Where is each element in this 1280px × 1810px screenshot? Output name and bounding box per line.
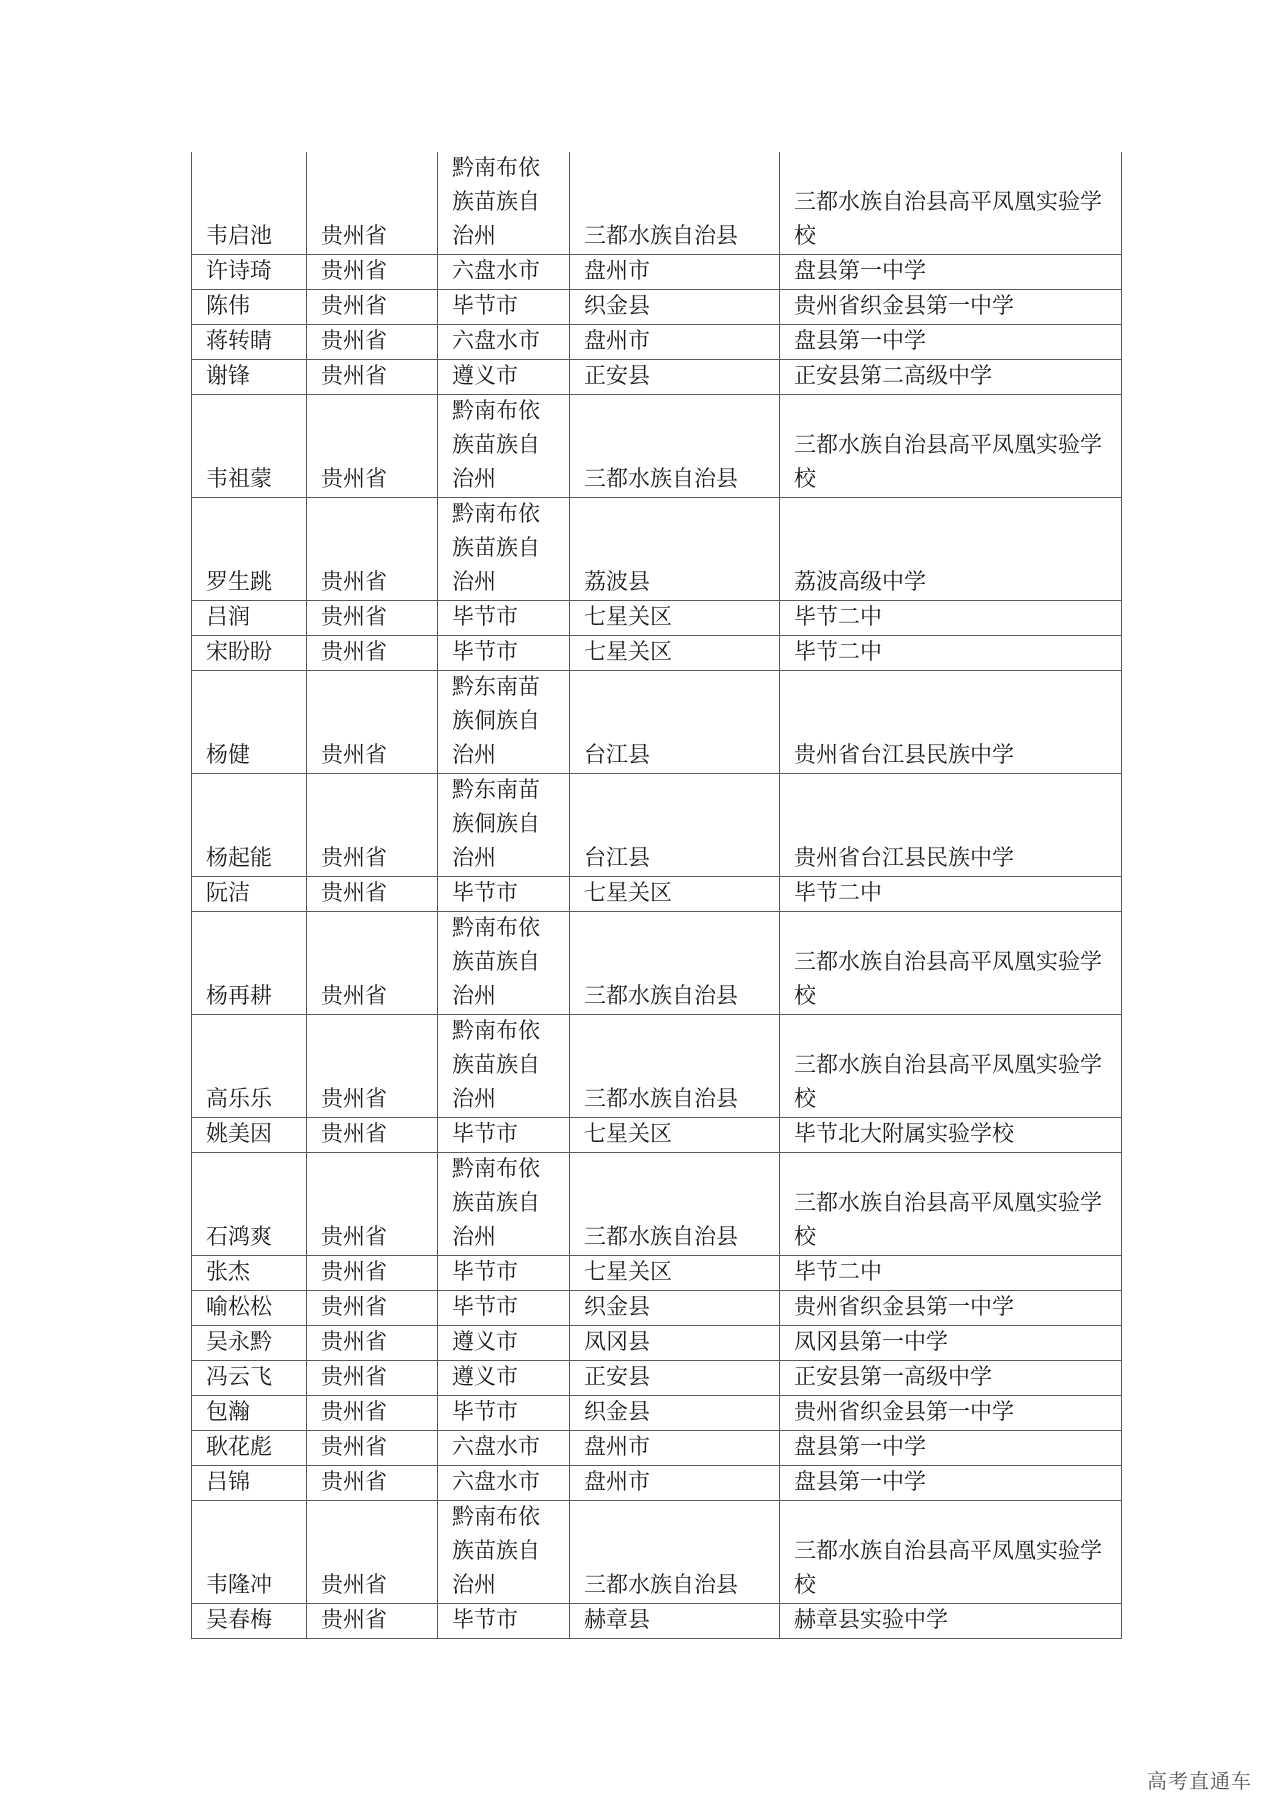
city-cell: 毕节市 xyxy=(438,877,570,912)
table-row xyxy=(192,325,1122,360)
province-cell: 贵州省 xyxy=(307,1326,438,1361)
province-cell: 贵州省 xyxy=(307,1431,438,1466)
county-cell: 七星关区 xyxy=(570,601,780,636)
student-name-cell: 耿花彪 xyxy=(192,1431,307,1466)
table-row xyxy=(192,1015,1122,1118)
table-row xyxy=(192,1291,1122,1326)
school-cell: 三都水族自治县高平凤凰实验学校 xyxy=(780,152,1122,255)
city-cell: 遵义市 xyxy=(438,1361,570,1396)
table-row xyxy=(192,912,1122,1015)
province-cell: 贵州省 xyxy=(307,1015,438,1118)
table-row xyxy=(192,152,1122,255)
county-cell: 盘州市 xyxy=(570,1466,780,1501)
school-cell: 三都水族自治县高平凤凰实验学校 xyxy=(780,1015,1122,1118)
school-cell: 三都水族自治县高平凤凰实验学校 xyxy=(780,1501,1122,1604)
county-cell: 七星关区 xyxy=(570,1118,780,1153)
county-cell: 七星关区 xyxy=(570,636,780,671)
student-name-cell: 吴永黔 xyxy=(192,1326,307,1361)
student-name-cell: 石鸿爽 xyxy=(192,1153,307,1256)
city-cell: 黔南布依族苗族自治州 xyxy=(438,152,570,255)
province-cell: 贵州省 xyxy=(307,1153,438,1256)
province-cell: 贵州省 xyxy=(307,152,438,255)
province-cell: 贵州省 xyxy=(307,325,438,360)
county-cell: 七星关区 xyxy=(570,1256,780,1291)
school-cell: 三都水族自治县高平凤凰实验学校 xyxy=(780,912,1122,1015)
school-cell: 赫章县实验中学 xyxy=(780,1604,1122,1639)
school-cell: 正安县第二高级中学 xyxy=(780,360,1122,395)
city-cell: 黔南布依族苗族自治州 xyxy=(438,1501,570,1604)
county-cell: 盘州市 xyxy=(570,325,780,360)
table-row xyxy=(192,1153,1122,1256)
county-cell: 织金县 xyxy=(570,1396,780,1431)
city-cell: 毕节市 xyxy=(438,1291,570,1326)
school-cell: 荔波高级中学 xyxy=(780,498,1122,601)
city-cell: 毕节市 xyxy=(438,1118,570,1153)
city-cell: 毕节市 xyxy=(438,1256,570,1291)
city-cell: 遵义市 xyxy=(438,360,570,395)
county-cell: 凤冈县 xyxy=(570,1326,780,1361)
county-cell: 三都水族自治县 xyxy=(570,912,780,1015)
table-row xyxy=(192,1604,1122,1639)
county-cell: 三都水族自治县 xyxy=(570,395,780,498)
school-cell: 贵州省台江县民族中学 xyxy=(780,774,1122,877)
province-cell: 贵州省 xyxy=(307,1291,438,1326)
student-name-cell: 杨起能 xyxy=(192,774,307,877)
county-cell: 织金县 xyxy=(570,1291,780,1326)
table-row xyxy=(192,1326,1122,1361)
province-cell: 贵州省 xyxy=(307,1466,438,1501)
city-cell: 黔南布依族苗族自治州 xyxy=(438,395,570,498)
student-name-cell: 吴春梅 xyxy=(192,1604,307,1639)
table-row xyxy=(192,1396,1122,1431)
county-cell: 三都水族自治县 xyxy=(570,1015,780,1118)
county-cell: 三都水族自治县 xyxy=(570,1153,780,1256)
school-cell: 三都水族自治县高平凤凰实验学校 xyxy=(780,1153,1122,1256)
province-cell: 贵州省 xyxy=(307,671,438,774)
province-cell: 贵州省 xyxy=(307,877,438,912)
school-cell: 盘县第一中学 xyxy=(780,1431,1122,1466)
province-cell: 贵州省 xyxy=(307,1118,438,1153)
school-cell: 贵州省织金县第一中学 xyxy=(780,1291,1122,1326)
county-cell: 三都水族自治县 xyxy=(570,1501,780,1604)
school-cell: 毕节二中 xyxy=(780,636,1122,671)
city-cell: 毕节市 xyxy=(438,1604,570,1639)
table-row xyxy=(192,1431,1122,1466)
school-cell: 贵州省台江县民族中学 xyxy=(780,671,1122,774)
school-cell: 盘县第一中学 xyxy=(780,325,1122,360)
province-cell: 贵州省 xyxy=(307,498,438,601)
table-row xyxy=(192,395,1122,498)
county-cell: 盘州市 xyxy=(570,1431,780,1466)
school-cell: 毕节北大附属实验学校 xyxy=(780,1118,1122,1153)
table-row xyxy=(192,774,1122,877)
student-name-cell: 韦隆冲 xyxy=(192,1501,307,1604)
student-name-cell: 冯云飞 xyxy=(192,1361,307,1396)
school-cell: 盘县第一中学 xyxy=(780,1466,1122,1501)
province-cell: 贵州省 xyxy=(307,360,438,395)
school-cell: 盘县第一中学 xyxy=(780,255,1122,290)
city-cell: 毕节市 xyxy=(438,1396,570,1431)
school-cell: 三都水族自治县高平凤凰实验学校 xyxy=(780,395,1122,498)
student-name-cell: 陈伟 xyxy=(192,290,307,325)
school-cell: 贵州省织金县第一中学 xyxy=(780,1396,1122,1431)
student-name-cell: 喻松松 xyxy=(192,1291,307,1326)
table-row xyxy=(192,1466,1122,1501)
county-cell: 盘州市 xyxy=(570,255,780,290)
student-name-cell: 高乐乐 xyxy=(192,1015,307,1118)
table-row xyxy=(192,877,1122,912)
school-cell: 正安县第一高级中学 xyxy=(780,1361,1122,1396)
city-cell: 黔东南苗族侗族自治州 xyxy=(438,774,570,877)
county-cell: 赫章县 xyxy=(570,1604,780,1639)
province-cell: 贵州省 xyxy=(307,1396,438,1431)
city-cell: 黔南布依族苗族自治州 xyxy=(438,498,570,601)
province-cell: 贵州省 xyxy=(307,1604,438,1639)
city-cell: 毕节市 xyxy=(438,636,570,671)
student-name-cell: 蒋转睛 xyxy=(192,325,307,360)
county-cell: 正安县 xyxy=(570,1361,780,1396)
student-name-cell: 吕润 xyxy=(192,601,307,636)
student-name-cell: 韦启池 xyxy=(192,152,307,255)
student-name-cell: 张杰 xyxy=(192,1256,307,1291)
table-row xyxy=(192,1361,1122,1396)
province-cell: 贵州省 xyxy=(307,1501,438,1604)
student-name-cell: 谢锋 xyxy=(192,360,307,395)
student-name-cell: 包瀚 xyxy=(192,1396,307,1431)
city-cell: 黔东南苗族侗族自治州 xyxy=(438,671,570,774)
table-row xyxy=(192,255,1122,290)
student-name-cell: 许诗琦 xyxy=(192,255,307,290)
table-row xyxy=(192,360,1122,395)
student-name-cell: 杨健 xyxy=(192,671,307,774)
table-row xyxy=(192,498,1122,601)
city-cell: 黔南布依族苗族自治州 xyxy=(438,912,570,1015)
province-cell: 贵州省 xyxy=(307,774,438,877)
city-cell: 六盘水市 xyxy=(438,325,570,360)
city-cell: 六盘水市 xyxy=(438,1431,570,1466)
student-list-table xyxy=(191,152,1122,1639)
school-cell: 毕节二中 xyxy=(780,601,1122,636)
county-cell: 台江县 xyxy=(570,671,780,774)
province-cell: 贵州省 xyxy=(307,290,438,325)
student-name-cell: 宋盼盼 xyxy=(192,636,307,671)
table-row xyxy=(192,1118,1122,1153)
city-cell: 毕节市 xyxy=(438,601,570,636)
student-name-cell: 阮洁 xyxy=(192,877,307,912)
table-row xyxy=(192,636,1122,671)
school-cell: 凤冈县第一中学 xyxy=(780,1326,1122,1361)
province-cell: 贵州省 xyxy=(307,912,438,1015)
student-list-body xyxy=(192,152,1122,1639)
school-cell: 毕节二中 xyxy=(780,1256,1122,1291)
school-cell: 毕节二中 xyxy=(780,877,1122,912)
student-name-cell: 罗生跳 xyxy=(192,498,307,601)
city-cell: 遵义市 xyxy=(438,1326,570,1361)
province-cell: 贵州省 xyxy=(307,395,438,498)
table-row xyxy=(192,1256,1122,1291)
table-row xyxy=(192,290,1122,325)
table-row xyxy=(192,671,1122,774)
watermark-text: 高考直通车 xyxy=(1147,1769,1252,1793)
student-name-cell: 吕锦 xyxy=(192,1466,307,1501)
school-cell: 贵州省织金县第一中学 xyxy=(780,290,1122,325)
province-cell: 贵州省 xyxy=(307,255,438,290)
city-cell: 毕节市 xyxy=(438,290,570,325)
province-cell: 贵州省 xyxy=(307,601,438,636)
county-cell: 七星关区 xyxy=(570,877,780,912)
province-cell: 贵州省 xyxy=(307,636,438,671)
city-cell: 六盘水市 xyxy=(438,1466,570,1501)
table-row xyxy=(192,601,1122,636)
province-cell: 贵州省 xyxy=(307,1361,438,1396)
student-name-cell: 杨再耕 xyxy=(192,912,307,1015)
student-name-cell: 姚美因 xyxy=(192,1118,307,1153)
county-cell: 台江县 xyxy=(570,774,780,877)
city-cell: 六盘水市 xyxy=(438,255,570,290)
table-row xyxy=(192,1501,1122,1604)
county-cell: 荔波县 xyxy=(570,498,780,601)
province-cell: 贵州省 xyxy=(307,1256,438,1291)
county-cell: 织金县 xyxy=(570,290,780,325)
county-cell: 三都水族自治县 xyxy=(570,152,780,255)
county-cell: 正安县 xyxy=(570,360,780,395)
student-name-cell: 韦祖蒙 xyxy=(192,395,307,498)
city-cell: 黔南布依族苗族自治州 xyxy=(438,1015,570,1118)
city-cell: 黔南布依族苗族自治州 xyxy=(438,1153,570,1256)
